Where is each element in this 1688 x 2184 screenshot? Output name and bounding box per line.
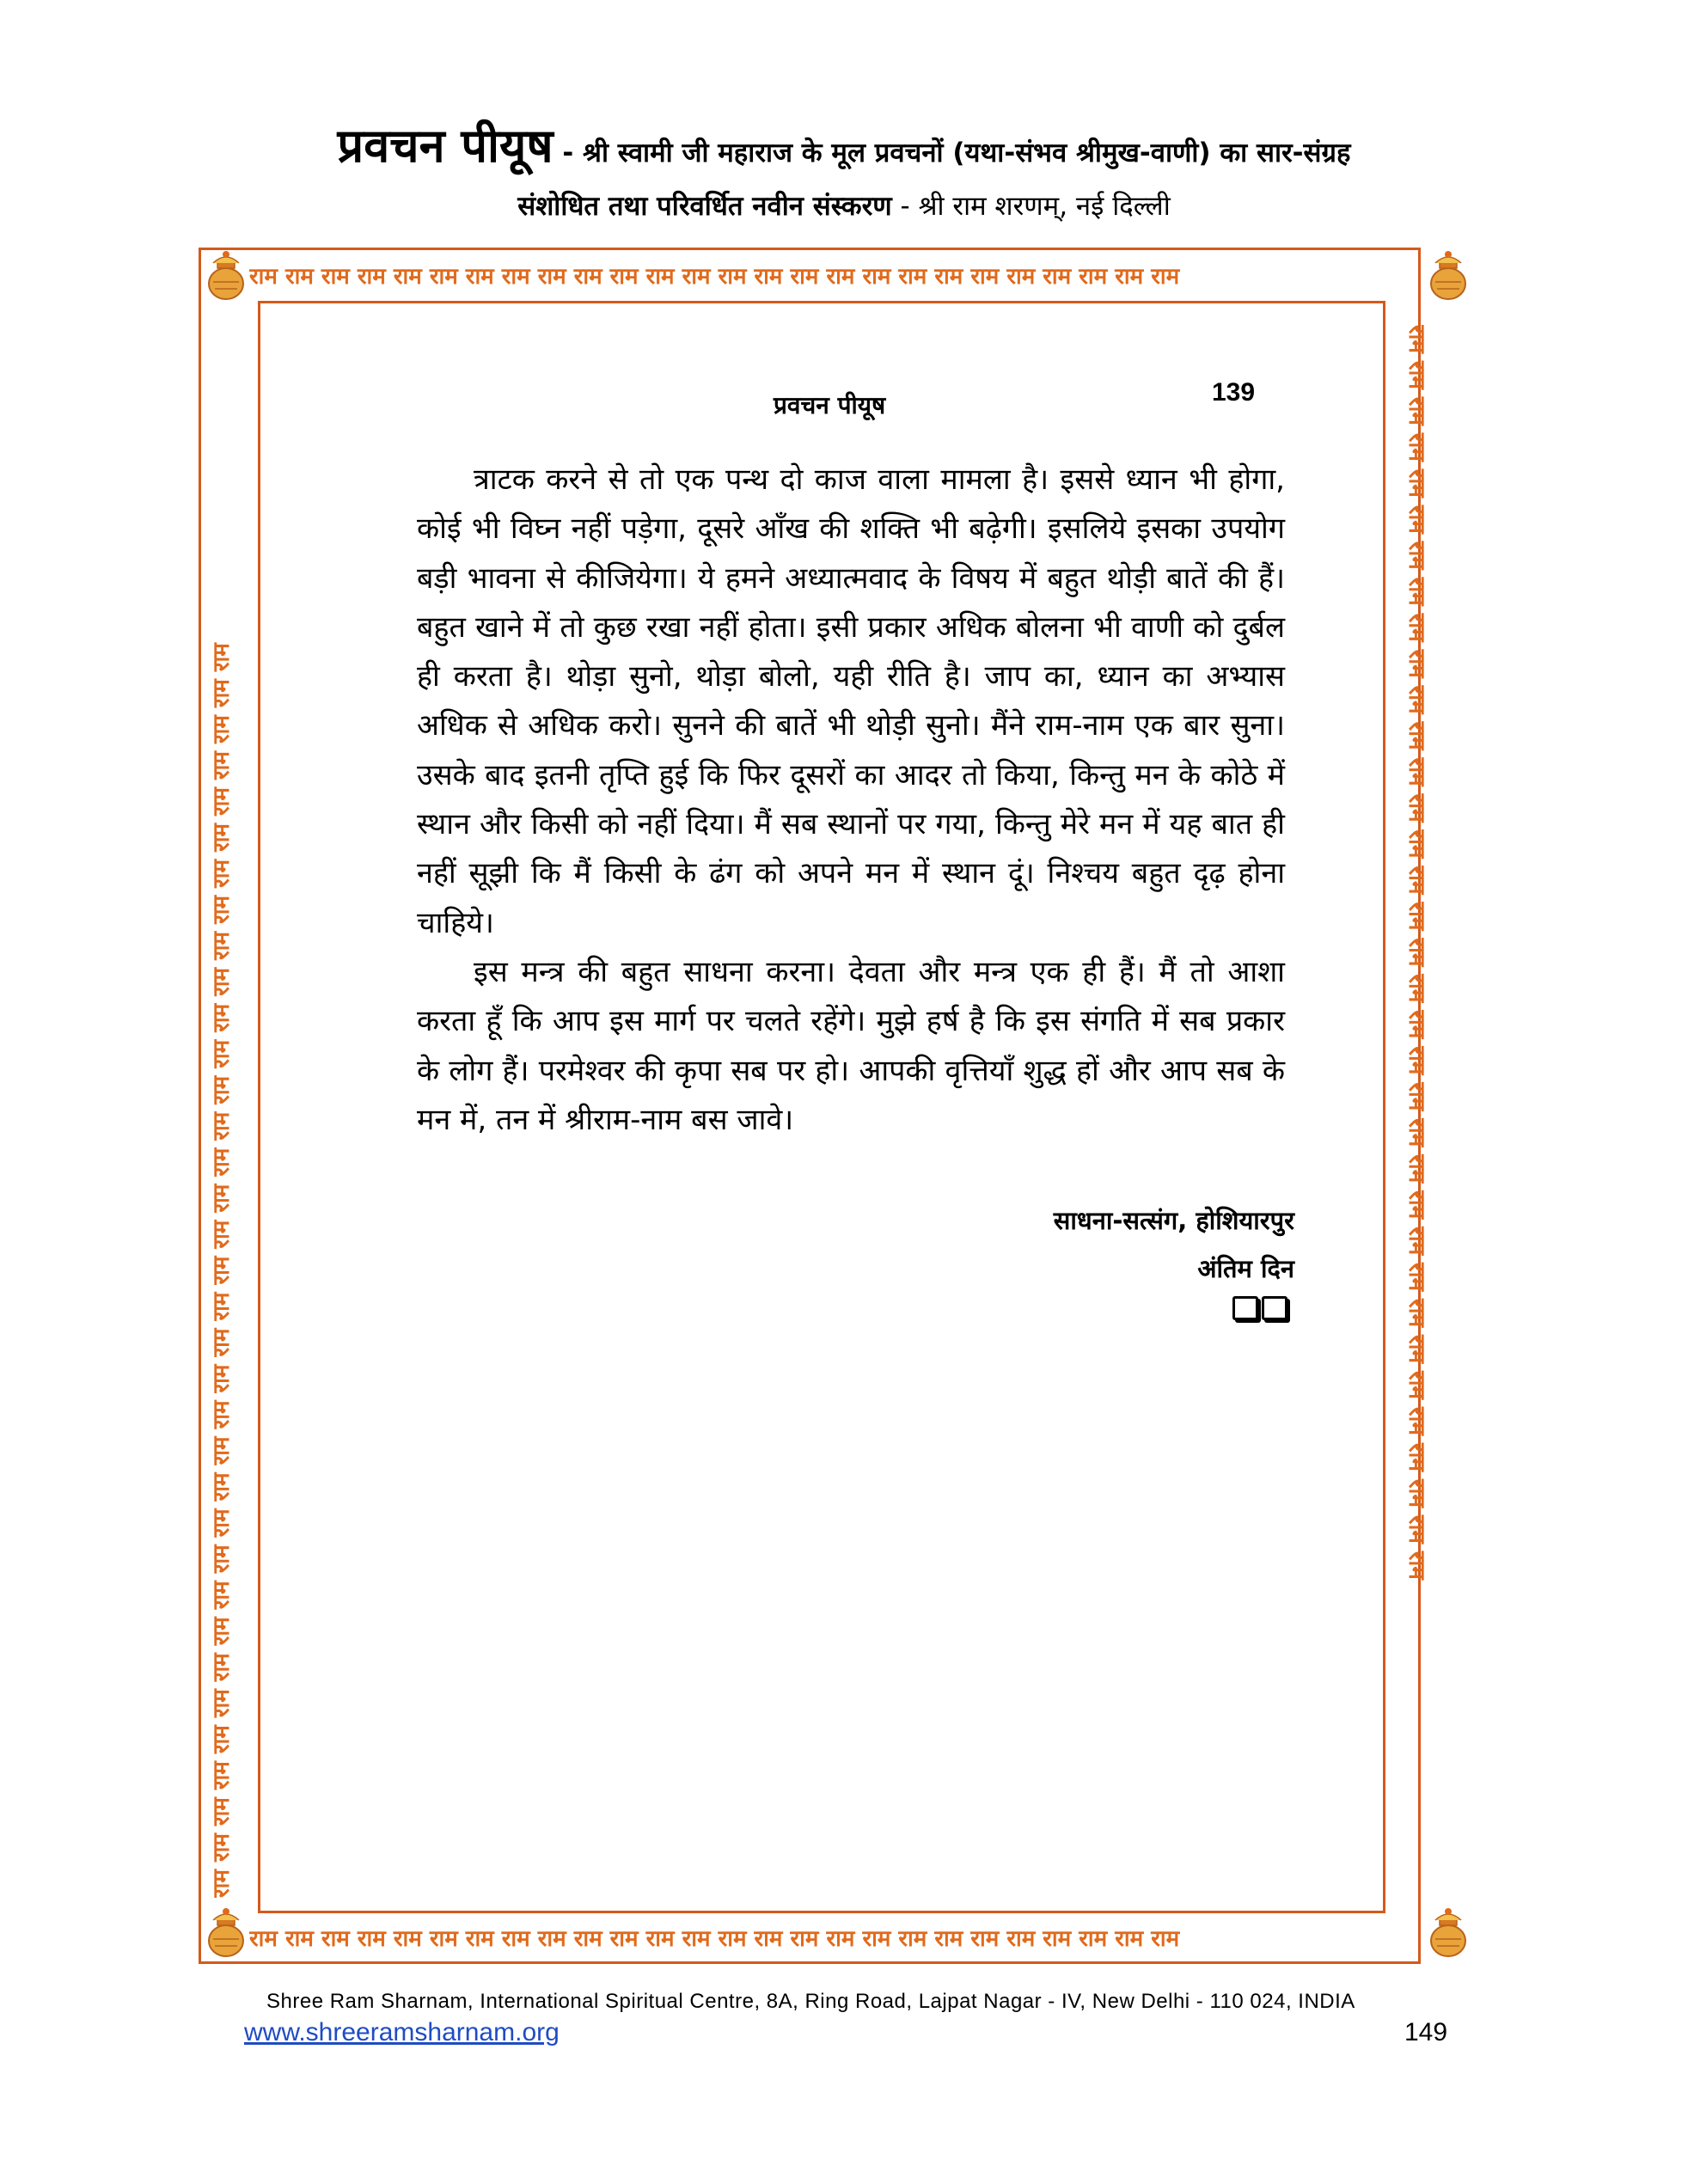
body-text <box>417 456 1285 1145</box>
signature-day: अंतिम दिन <box>1197 1254 1294 1283</box>
running-title: प्रवचन पीयूष <box>774 391 886 419</box>
pdf-page-number: 149 <box>1404 2018 1448 2046</box>
signature-place: साधना-सत्संग, होशियारपुर <box>1053 1206 1294 1235</box>
ram-border-top: राम राम राम राम राम राम राम राम राम राम राम राम राम राम राम राम राम राम राम राम राम राम राम राम राम राम <box>249 264 1180 290</box>
book-page-number: 139 <box>1212 378 1256 407</box>
kalash-icon <box>1423 1906 1473 1960</box>
end-marks <box>1229 1296 1287 1324</box>
end-mark-box <box>1232 1296 1258 1320</box>
book-title: प्रवचन पीयूष <box>337 119 553 173</box>
ram-border-bottom: राम राम राम राम राम राम राम राम राम राम राम राम राम राम राम राम राम राम राम राम राम राम राम राम राम राम <box>249 1926 1180 1952</box>
edition-label: संशोधित तथा परिवर्धित नवीन संस्करण <box>517 191 892 222</box>
ram-border-right: राम राम राम राम राम राम राम राम राम राम राम राम राम राम राम राम राम राम राम राम राम राम राम राम राम राम राम राम राम राम राम राम राम राम राम <box>1404 325 1429 1580</box>
header-title-line <box>0 112 1688 175</box>
kalash-icon <box>201 1906 251 1960</box>
kalash-icon <box>1423 249 1473 303</box>
header-edition-line <box>0 187 1688 223</box>
end-mark-box <box>1262 1296 1287 1320</box>
footer-address: Shree Ram Sharnam, International Spiritual Centre, 8A, Ring Road, Lajpat Nagar - IV, New Delhi - 110 024, INDIA <box>266 1990 1355 2013</box>
book-subtitle: - श्री स्वामी जी महाराज के मूल प्रवचनों (यथा-संभव श्रीमुख-वाणी) का सार-संग्रह <box>553 138 1351 168</box>
paragraph: इस मन्त्र की बहुत साधना करना। देवता और मन्त्र एक ही हैं। मैं तो आशा करता हूँ कि आप इस मार्ग पर चलते रहेंगे। मुझे हर्ष है कि इस संगति में सब प्रकार के लोग हैं। परमेश्वर की कृपा सब पर हो। आपकी वृत्तियाँ शुद्ध हों और आप सब के मन में, तन में श्रीराम-नाम बस जावे। <box>417 954 1285 1137</box>
edition-publisher: - श्री राम शरणम्, नई दिल्ली <box>891 191 1171 222</box>
website-link[interactable]: www.shreeramsharnam.org <box>244 2018 560 2046</box>
paragraph: त्राटक करने से तो एक पन्थ दो काज वाला मामला है। इससे ध्यान भी होगा, कोई भी विघ्न नहीं पड़ेगा, दूसरे आँख की शक्ति भी बढ़ेगी। इसलिये इसका उपयोग बड़ी भावना से कीजियेगा। ये हमने अध्यात्मवाद के विषय में बहुत थोड़ी बातें की हैं। बहुत खाने में तो कुछ रखा नहीं होता। इसी प्रकार अधिक बोलना भी वाणी को दुर्बल ही करता है। थोड़ा सुनो, थोड़ा बोलो, यही रीति है। जाप का, ध्यान का अभ्यास अधिक से अधिक करो। सुनने की बातें भी थोड़ी सुनो। मैंने राम-नाम एक बार सुना। उसके बाद इतनी तृप्ति हुई कि फिर दूसरों का आदर तो किया, किन्तु मन के कोठे में स्थान और किसी को नहीं दिया। मैं सब स्थानों पर गया, किन्तु मेरे मन में यह बात ही नहीं सूझी कि मैं किसी के ढंग को अपने मन में स्थान दूं। निश्चय बहुत दृढ़ होना चाहिये। <box>417 462 1285 940</box>
kalash-icon <box>201 249 251 303</box>
ram-border-left: राम राम राम राम राम राम राम राम राम राम राम राम राम राम राम राम राम राम राम राम राम राम राम राम राम राम राम राम राम राम राम राम राम राम राम <box>209 643 235 1898</box>
